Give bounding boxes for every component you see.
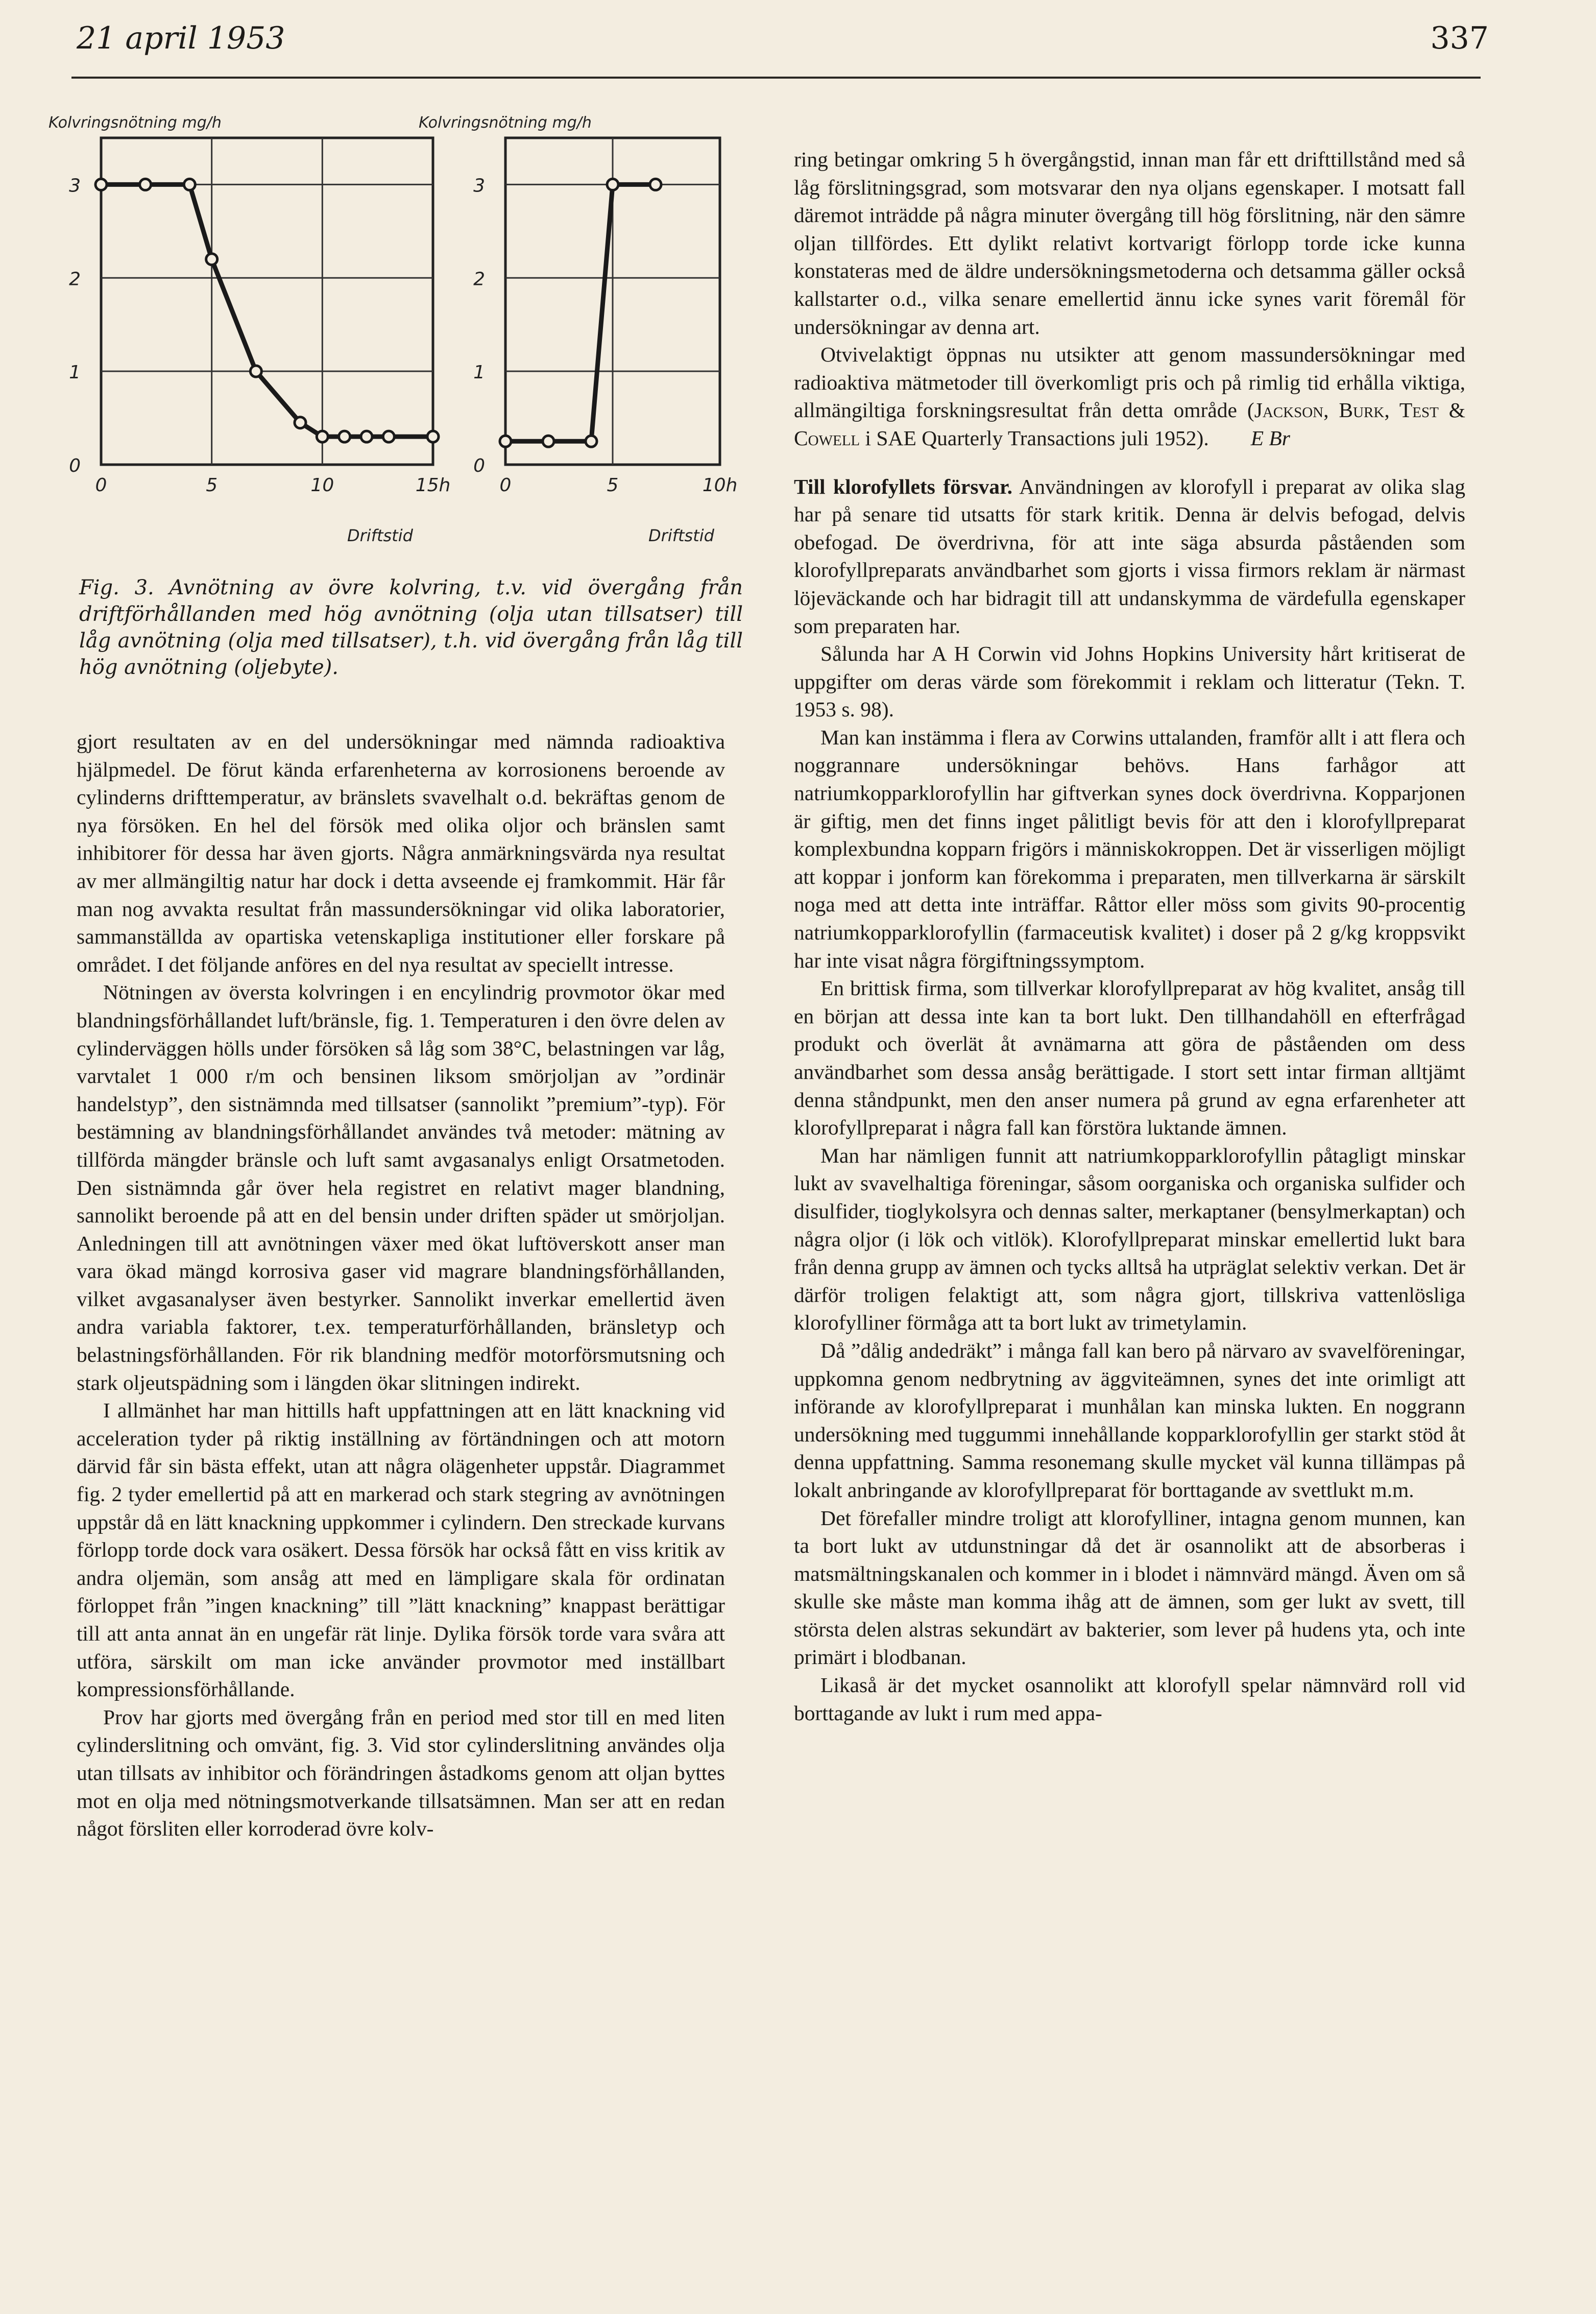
right-paragraph-8: Då ”dålig andedräkt” i många fall kan bero på närvaro av svavelföreningar, uppkomna genom nedbrytning av äggviteämnen, synes det inte orimligt att införande av klorofyllpreparat i munhålan kan minska lukten. En noggrann undersökning med tuggummi innehållande kopparklorofyllin ger starkt stöd åt denna uppfattning. Samma resonemang skulle mycket väl kunna tillämpas på lokalt anbringande av klorofyllpreparat för borttagande av svettlukt m.m.	[794, 1338, 1465, 1502]
right-y-tick-label: 2	[473, 269, 485, 290]
right-data-point	[650, 179, 661, 190]
left-paragraph-3: I allmänhet har man hittills haft uppfattningen att en lätt knackning vid acceleration tyder på riktig inställning av förtändningen och att motorn därvid får sin bästa effekt, utan att några olägenheter uppstår. Diagrammet fig. 2 tyder emellertid på att en markerad och stark stegring av avnötningen uppstår då en lätt knackning uppkommer i cylindern. Den streckade kurvans förlopp torde dock vara osäkert. Dessa försök har också fått en viss kritik av andra oljemän, som ansåg att med en lämpligare skala för ordinatan förloppet från ”ingen knackning” till ”lätt knackning” knappast berättigar till att anta annat än en ungefär rät linje. Dylika försök torde vara svåra att utföra, särskilt om man icke använder provmotor med inställbart kompressionsförhållande.	[77, 1399, 725, 1701]
chart-right-xlabel: Driftstid	[648, 526, 714, 545]
right-data-point	[607, 179, 618, 190]
right-paragraph-2	[794, 341, 1465, 452]
section-first-paragraph-text: Användningen av klorofyll i preparat av olika slag har på senare tid utsatts för stark kritik. Denna är delvis befogad, delvis obefogad. De överdrivna, för att inte säga absurda påståenden som klorofyllpreparats användbarhet som gjorts i vissa firmors reklam är närmast löjeväckande och har bidragit till att undanskymma de värdefulla egenskaper som preparaten har.	[794, 474, 1466, 638]
right-paragraph-4: Sålunda har A H Corwin vid Johns Hopkins University hårt kritiserat de uppgifter om deras värde som förekommit i reklam och litteratur (Tekn. T. 1953 s. 98).	[794, 642, 1465, 721]
right-y-tick-label: 1	[473, 362, 485, 383]
left-x-tick-label: 10	[310, 475, 334, 496]
right-x-tick-label: 5	[607, 475, 619, 496]
chart-right	[419, 114, 737, 545]
chart-right-points	[500, 179, 661, 447]
right-paragraph-2-text-end: i SAE Quarterly Transactions juli 1952).	[860, 426, 1209, 450]
left-data-point	[250, 366, 261, 377]
right-column	[794, 146, 1465, 1727]
author-signature: E Br	[1250, 426, 1290, 450]
left-x-tick-label: 15h	[415, 475, 451, 496]
left-column	[77, 728, 725, 1843]
left-data-point	[339, 431, 350, 442]
left-data-point	[206, 254, 217, 265]
figure-3	[46, 107, 776, 567]
chart-left-points	[95, 179, 439, 442]
right-paragraph-9: Det förefaller mindre troligt att klorofylliner, intagna genom munnen, kan ta bort lukt av utdunstningar då det är osannolikt att de absorberas i matsmältningskanalen och kommer in i blodet i nämnvärd mängd. Även om så skulle ske måste man komma ihåg att de ämnen, som ger lukt av svett, till största delen alstras sekundärt av bakterier, som lever på hudens yta, och inte primärt i blodbanan.	[794, 1506, 1465, 1669]
left-y-tick-label: 3	[69, 175, 81, 197]
right-paragraph-7: Man har nämligen funnit att natriumkopparklorofyllin påtagligt minskar lukt av svavelhaltiga föreningar, såsom oorganiska och organiska sulfider och disulfider, tioglykolsyra och dennas salter, merkaptaner (bensylmerkaptan) och några oljor (i lök och vitlök). Klorofyllpreparat minskar emellertid lukt bara från denna grupp av ämnen och tycks alltså ha utpräglat selektiv verkan. Det är därför troligen felaktigt att, som några gjort, tillskriva vattenlösliga klorofylliner förmåga att ta bort lukt av trimetylamin.	[794, 1143, 1465, 1335]
left-y-tick-label: 1	[69, 362, 81, 383]
left-data-point	[95, 179, 107, 190]
right-paragraph-5: Man kan instämma i flera av Corwins uttalanden, framför allt i att flera och noggrannare undersökningar behövs. Hans farhågor att natriumkopparklorofyllin har giftverkan synes dock överdrivna. Kopparjonen är giftig, men det finns inget pålitligt bevis för att den i klorofyllpreparat komplexbundna kopparn frigörs i människokroppen. Det är visserligen möjligt att koppar i jonform kan förekomma i preparaten, men tillverkarna är särskilt noga med att detta inte inträffar. Råttor eller möss som givits 90-procentig natriumkopparklorofyllin (farmaceutisk kvalitet) i doser på 2 g/kg kroppsvikt har inte visat några förgiftningssymptom.	[794, 725, 1465, 972]
left-x-tick-label: 0	[95, 475, 107, 496]
section-first-paragraph	[794, 473, 1465, 640]
chart-left-x-ticks	[95, 475, 451, 496]
right-paragraph-1: ring betingar omkring 5 h övergångstid, innan man får ett drifttillstånd med så låg förslitningsgrad, som motsvarar den nya oljans egenskaper. I motsatt fall däremot inträdde på några minuter övergång till hög förslitning, när den sämre oljan tillfördes. Ett dylikt relativt kortvarigt förlopp torde icke kunna konstateras med de äldre undersökningsmetoderna och detsamma gäller också kallstarter o.d., vilka senare emellertid ännu icke synes varit föremål för undersökningar av denna art.	[794, 148, 1465, 339]
running-header-date: 21 april 1953	[77, 20, 285, 56]
right-paragraph-6: En brittisk firma, som tillverkar klorofyllpreparat av hög kvalitet, ansåg till en början att dessa inte kan ta bort lukt. Den tillhandahöll en efterfrågad produkt och överlät åt avnämarna att göra de påståenden om dess användbarhet som dessa ansåg berättigade. I stort sett intar firman alltjämt denna ståndpunkt, men den anser numera på grund av egna erfarenheter att klorofyllpreparat i några fall kan förstöra luktande ämnen.	[794, 976, 1465, 1140]
figure-caption: Fig. 3. Avnötning av övre kolvring, t.v. vid övergång från driftförhållanden med hög avnötning (olja utan tillsatser) till låg avnötning (olja med tillsatser), t.h. vid övergång från låg till hög avnötning (oljebyte).	[79, 576, 743, 679]
right-data-point	[500, 436, 511, 447]
left-data-point	[361, 431, 372, 442]
chart-left-series-line	[101, 184, 433, 437]
right-data-point	[586, 436, 597, 447]
left-x-tick-label: 5	[206, 475, 218, 496]
right-paragraph-2-text: Otvivelaktigt öppnas nu utsikter att genom massundersökningar med radioaktiva mätmetoder till överkomligt pris och på rimlig tid erhålla viktiga, allmängiltiga forskningsresultat från detta område (	[794, 343, 1465, 422]
chart-left-ylabel: Kolvringsnötning mg/h	[49, 114, 222, 132]
right-x-tick-label: 10h	[702, 475, 738, 496]
left-paragraph-2: Nötningen av översta kolvringen i en encylindrig provmotor ökar med blandningsförhållandet luft/bränsle, fig. 1. Temperaturen i den övre delen av cylinderväggen hölls under försöken så låg som 38°C, belastningen var låg, varvtalet 1 000 r/m och bensinen liksom smörjoljan av ”ordinär handelstyp”, den sistnämnda med tillsatser (sannolikt ”premium”-typ). För bestämning av blandningsförhållandet användes två metoder: mätning av tillförda mängder bränsle och luft samt avgasanalys enligt Orsatmetoden. Den sistnämnda går över hela registret en relativt mager blandning, sannolikt beroende på att en del bensin under driften späder ut smörjoljan. Anledningen till att avnötningen växer med ökat luftöverskott anser man vara ökad mängd korrosiva gaser vid magrare blandningsförhållanden, vilket avgasanalyser även bestyrker. Sannolikt inverkar emellertid även andra variabla faktorer, t.ex. temperaturförhållanden, bränsletyp och belastningsförhållanden. För rik blandning medför motorförsmutsning och stark oljeutspädning som i längden ökar slitningen indirekt.	[77, 980, 725, 1394]
reference-authors: Jackson, Burk, Test & Cowell	[794, 398, 1465, 450]
chart-right-x-ticks	[500, 475, 738, 496]
left-y-tick-label: 0	[69, 455, 81, 476]
header-rule	[71, 77, 1481, 79]
chart-right-y-ticks	[473, 175, 485, 476]
left-data-point	[295, 417, 306, 428]
figure-3-charts	[46, 107, 776, 567]
left-paragraph-1: gjort resultaten av en del undersökningar med nämnda radioaktiva hjälpmedel. De förut kända erfarenheterna av korrosionens beroende av cylinderns drifttemperatur, av bränslets svavelhalt o.d. bekräftas genom de nya försöken. En hel del försök med olika oljor och bränslen samt inhibitorer för dessa har även gjorts. Några anmärkningsvärda nya resultat av mer allmängiltig natur har dock i detta avseende ej framkommit. Här får man nog avvakta resultat från massundersökningar vid olika laboratorier, sammanställda av opartiska vetenskapliga institutioner eller forskare på området. I det följande anföres en del nya resultat av speciellt intresse.	[77, 730, 725, 976]
section-heading: Till klorofyllets försvar.	[794, 474, 1012, 498]
right-y-tick-label: 0	[473, 455, 485, 476]
page-number: 337	[1430, 20, 1489, 56]
chart-right-series-line	[505, 184, 656, 441]
right-y-tick-label: 3	[473, 175, 485, 197]
right-data-point	[543, 436, 554, 447]
right-paragraph-10: Likaså är det mycket osannolikt att klorofyll spelar nämnvärd roll vid borttagande av lukt i rum med appa-	[794, 1673, 1465, 1725]
left-data-point	[427, 431, 439, 442]
right-x-tick-label: 0	[499, 475, 512, 496]
chart-right-ylabel: Kolvringsnötning mg/h	[419, 114, 592, 132]
left-data-point	[140, 179, 151, 190]
left-paragraph-4: Prov har gjorts med övergång från en period med stor till en med liten cylinderslitning och omvänt, fig. 3. Vid stor cylinderslitning användes olja utan tillsats av inhibitor och förändringen åstadkoms genom att oljan byttes mot en olja med nötningsmotverkande tillsatsämnen. Man ser att en redan något försliten eller korroderad övre kolv-	[77, 1705, 725, 1841]
left-data-point	[383, 431, 394, 442]
left-data-point	[317, 431, 328, 442]
chart-left-xlabel: Driftstid	[347, 526, 413, 545]
chart-left-y-ticks	[69, 175, 81, 476]
left-y-tick-label: 2	[69, 269, 81, 290]
chart-left	[49, 114, 450, 545]
left-data-point	[184, 179, 195, 190]
